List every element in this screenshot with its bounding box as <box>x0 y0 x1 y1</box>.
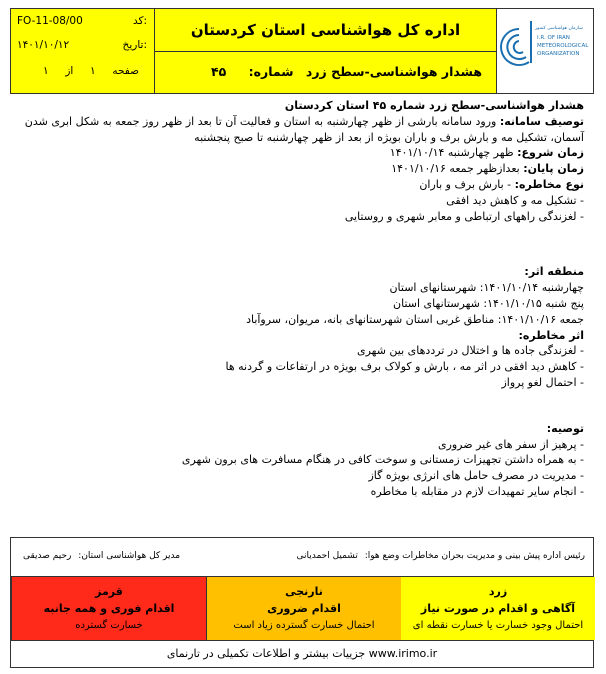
hazard-effect-item: - لغزندگی جاده ها و اختلال در ترددهای بین شهری <box>356 344 584 358</box>
hazard-effect-label: اثر مخاطره: <box>518 328 584 342</box>
code-label: کد: <box>132 15 147 27</box>
meteorological-organization-logo-icon <box>497 9 593 93</box>
warning-number <box>211 64 294 79</box>
start-time <box>16 145 584 161</box>
document-header <box>10 8 594 94</box>
date-value: ۱۴۰۱/۱۰/۱۲ <box>17 39 70 51</box>
impact-area-item: چهارشنبه ۱۴۰۱/۱۰/۱۴: شهرستانهای استان <box>389 281 584 295</box>
legend-yellow-title: زرد <box>488 585 508 598</box>
director-label: مدیر کل هواشناسی استان: <box>78 551 181 561</box>
forecast-head-signature <box>296 551 585 561</box>
end-time <box>16 161 584 177</box>
page-current: ۱ <box>90 65 96 77</box>
advice-item: - به همراه داشتن تجهیزات زمستانی و سوخت کافی در هنگام مسافرت های برون شهری <box>181 453 584 467</box>
header-divider <box>155 51 496 52</box>
logo-text-2: METEOROLOGICAL <box>537 43 589 49</box>
description-text: ورود سامانه بارشی از ظهر چهارشنبه به استان و فعالیت آن تا بعد از ظهر روز جمعه به شکل ابری شدن آسمان، تشکیل مه و بارش برف و باران بویژه از بعد از ظهر چهارشنبه تا صبح پنجشنبه <box>24 114 584 144</box>
start-time-value: ظهر چهارشنبه ۱۴۰۱/۱۰/۱۴ <box>389 146 514 160</box>
date-label: تاریخ: <box>122 39 147 51</box>
document-meta <box>11 9 153 93</box>
description-label: توصیف سامانه: <box>499 114 584 128</box>
logo-text-fa: سازمان هواشناسی کشور <box>535 26 583 31</box>
advice-label: توصیه: <box>546 421 584 435</box>
header-title-block <box>154 9 496 93</box>
logo-text-3: ORGANIZATION <box>537 51 580 57</box>
forecast-head-name: تشمیل احمدیانی <box>296 551 358 561</box>
legend-red-subtitle: اقدام فوری و همه جانبه <box>43 602 175 615</box>
footer-note: جزییات بیشتر و اطلاعات تکمیلی در تارنمای www.irimo.ir <box>10 641 594 668</box>
legend-orange-title: نارنجی <box>285 585 323 598</box>
legend-red-desc: خسارت گسترده <box>75 620 143 631</box>
forecast-head-label: رئیس اداره پیش بینی و مدیریت بحران مخاطرات وضع هوا: <box>364 551 585 561</box>
legend-orange <box>206 577 401 640</box>
warning-body <box>16 98 584 500</box>
organization-logo <box>496 9 593 93</box>
hazard-type <box>16 177 584 193</box>
logo-text-1: I.R. OF IRAN <box>537 35 570 41</box>
hazard-effect-item: - احتمال لغو پرواز <box>501 375 584 389</box>
advice-item: - انجام سایر تمهیدات لازم در مقابله با مخاطره <box>370 484 584 498</box>
legend-red-title: قرمز <box>95 585 123 598</box>
hazard-item: - لغزندگی راههای ارتباطی و معابر شهری و روستایی <box>344 209 584 223</box>
legend-yellow-desc: احتمال وجود خسارت یا خسارت نقطه ای <box>412 620 584 631</box>
hazard-effect-item: - کاهش دید افقی در اثر مه ، بارش و کولاک برف بویژه در ارتفاعات و گردنه ها <box>225 360 584 374</box>
end-time-label: زمان پایان: <box>523 162 584 176</box>
advice-item: - مدیریت در مصرف حامل های انرژی بویژه گاز <box>368 469 584 483</box>
legend-red <box>11 577 206 640</box>
page-total: ۱ <box>42 65 49 77</box>
hazard-item: - تشکیل مه و کاهش دید افقی <box>446 193 584 207</box>
legend-yellow <box>401 577 595 640</box>
spacer <box>16 224 584 264</box>
spacer <box>16 391 584 421</box>
hazard-type-label: نوع مخاطره: <box>514 177 584 191</box>
description-paragraph <box>16 114 584 146</box>
legend-orange-desc: احتمال خسارت گسترده زیاد است <box>233 620 375 631</box>
director-signature <box>23 551 180 561</box>
hazard-item: - بارش برف و باران <box>419 177 512 191</box>
warning-level-title: هشدار هواشناسی-سطح زرد <box>305 64 482 79</box>
legend-yellow-subtitle: آگاهی و اقدام در صورت نیاز <box>420 602 576 615</box>
organization-title: اداره کل هواشناسی استان کردستان <box>190 21 461 39</box>
impact-area-item: جمعه ۱۴۰۱/۱۰/۱۶: مناطق غربی استان شهرستانهای بانه، مریوان، سروآباد <box>246 312 584 326</box>
warning-heading: هشدار هواشناسی-سطح زرد شماره ۴۵ استان کردستان <box>284 99 584 112</box>
director-name: رحیم صدیقی <box>23 551 72 561</box>
warning-level-legend <box>10 577 594 641</box>
warning-number-value: ۴۵ <box>211 64 227 79</box>
start-time-label: زمان شروع: <box>517 146 584 160</box>
end-time-value: بعدازظهر جمعه ۱۴۰۱/۱۰/۱۶ <box>391 162 520 176</box>
impact-area-item: پنج شنبه ۱۴۰۱/۱۰/۱۵: شهرستانهای استان <box>393 296 584 310</box>
impact-area-label: منطقه اثر: <box>524 265 584 279</box>
advice-item: - پرهیز از سفر های غیر ضروری <box>437 437 584 451</box>
page-label: صفحه <box>112 65 139 77</box>
page-of: از <box>65 65 74 77</box>
code-value: FO-11-08/00 <box>17 15 83 27</box>
signatures-row <box>10 537 594 577</box>
warning-number-label: شماره: <box>248 64 294 79</box>
legend-orange-subtitle: اقدام ضروری <box>267 602 341 615</box>
